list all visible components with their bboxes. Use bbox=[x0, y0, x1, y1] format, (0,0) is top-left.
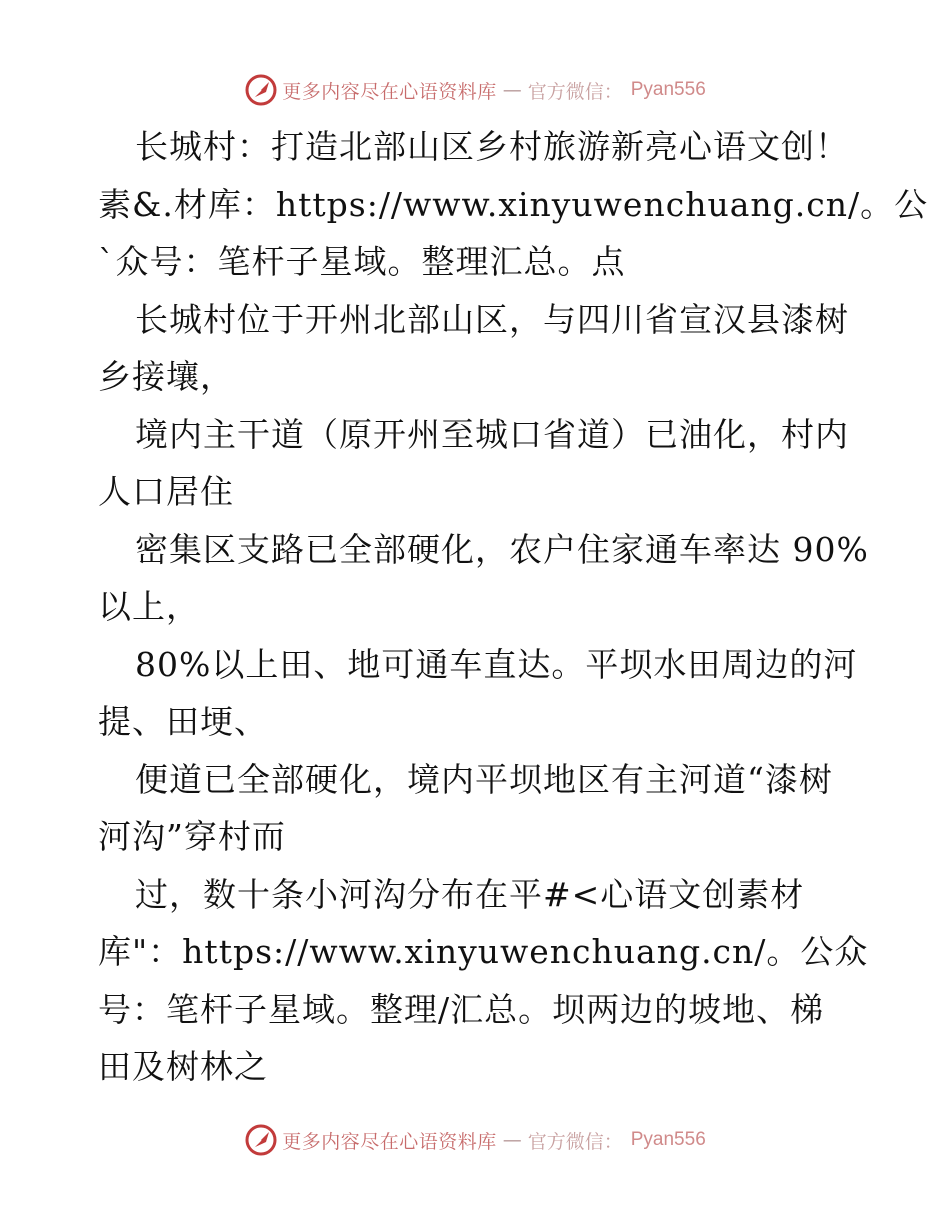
body-line: 人口居住 bbox=[98, 472, 234, 511]
body-line: 号：笔杆子星域。整理/汇总。坝两边的坡地、梯 bbox=[98, 989, 825, 1029]
body-line: 素&.材库：https://www.xinyuwenchuang.cn/。公 bbox=[98, 184, 929, 224]
body-line: 80%以上田、地可通车直达。平坝水田周边的河 bbox=[135, 644, 858, 684]
watermark-wechat-id: Pyan556 bbox=[630, 79, 706, 100]
body-line: 提、田埂、 bbox=[98, 702, 268, 741]
watermark-separator: — bbox=[502, 1129, 522, 1151]
watermark-separator: — bbox=[502, 79, 522, 101]
watermark-label: 官方微信： bbox=[527, 80, 623, 103]
quill-logo-icon bbox=[244, 1123, 278, 1157]
body-line: 便道已全部硬化，境内平坝地区有主河道“漆树 bbox=[135, 759, 833, 799]
watermark-wechat-id: Pyan556 bbox=[630, 1129, 706, 1150]
watermark-label: 官方微信： bbox=[527, 1130, 623, 1153]
body-line: `众号：笔杆子星域。整理汇总。点 bbox=[98, 242, 626, 281]
document-body bbox=[98, 118, 929, 1096]
body-line: 乡接壤， bbox=[98, 357, 234, 396]
watermark-group bbox=[244, 73, 706, 107]
body-line: 以上， bbox=[98, 587, 200, 626]
watermark-text: 更多内容尽在心语资料库 bbox=[282, 80, 497, 103]
watermark-group bbox=[244, 1123, 706, 1157]
body-line: 田及树林之 bbox=[98, 1047, 268, 1086]
body-line: 库"：https://www.xinyuwenchuang.cn/。公众 bbox=[98, 932, 869, 971]
body-line: 密集区支路已全部硬化，农户住家通车率达 90% bbox=[135, 529, 869, 569]
quill-logo-icon bbox=[244, 73, 278, 107]
body-line: 境内主干道（原开州至城口省道）已油化，村内 bbox=[135, 414, 849, 454]
footer-watermark bbox=[0, 1120, 950, 1160]
body-line: 过，数十条小河沟分布在平#<心语文创素材 bbox=[135, 874, 805, 914]
watermark-text: 更多内容尽在心语资料库 bbox=[282, 1130, 497, 1153]
header-watermark bbox=[0, 70, 950, 110]
body-line: 河沟”穿村而 bbox=[98, 817, 286, 856]
body-line: 长城村位于开州北部山区，与四川省宣汉县漆树 bbox=[135, 299, 849, 339]
body-line: 长城村：打造北部山区乡村旅游新亮心语文创！ bbox=[135, 127, 849, 166]
